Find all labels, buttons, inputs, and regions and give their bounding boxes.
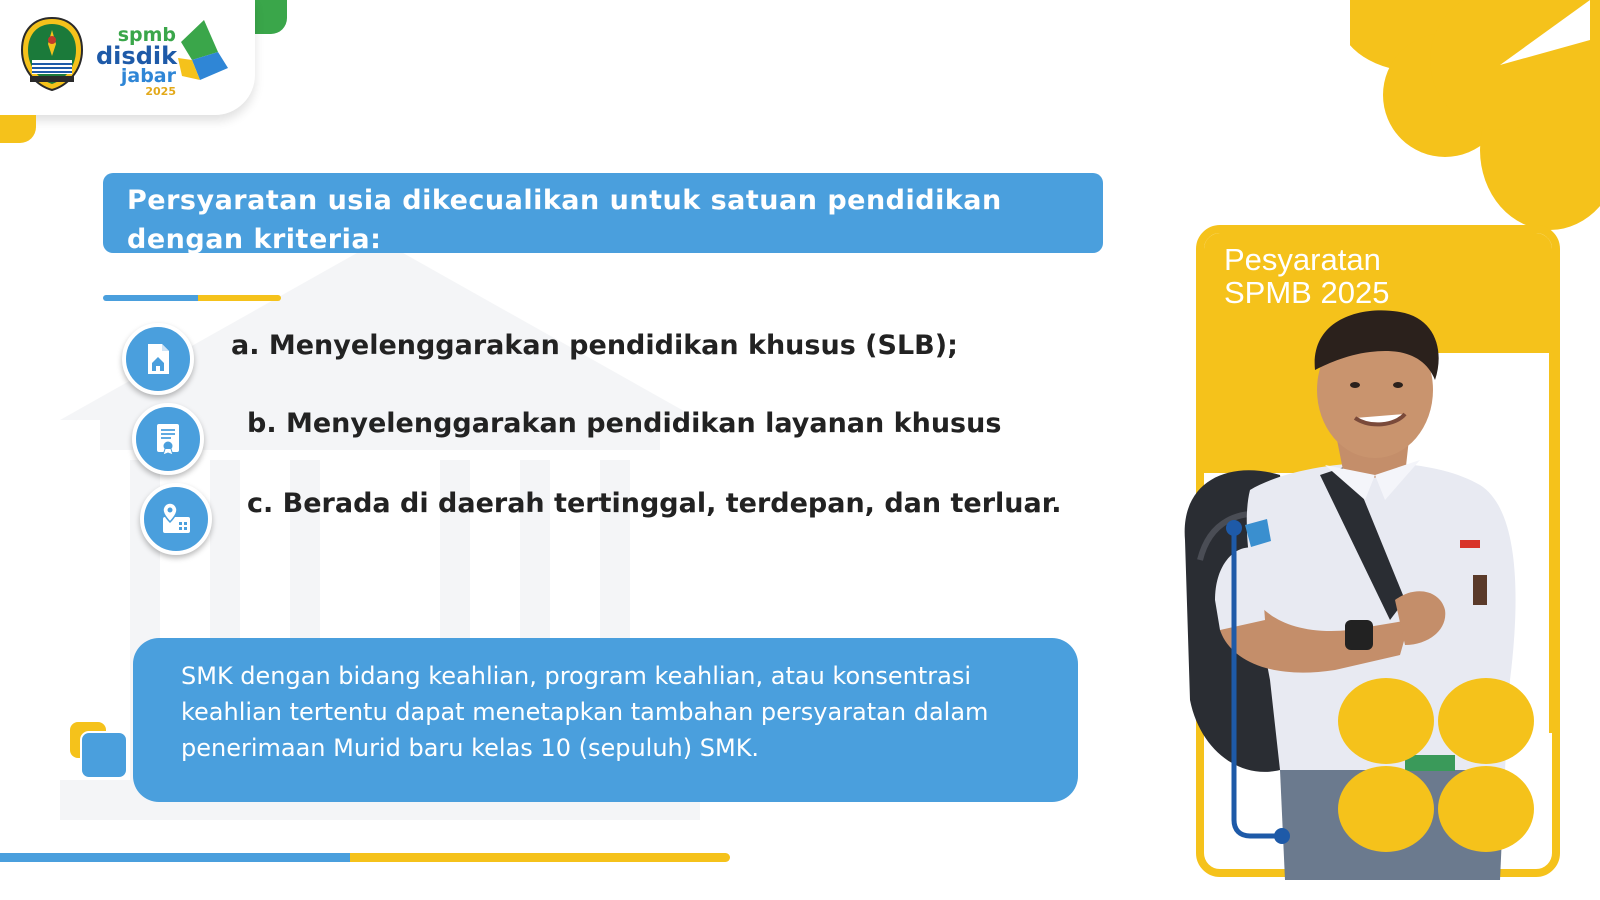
promo-title-line2: SPMB 2025 (1224, 275, 1390, 310)
criteria-item-c: c. Berada di daerah tertinggal, terdepan, dan terluar. (247, 488, 1062, 519)
note-deco-blue (80, 731, 128, 779)
logo-corner-green (255, 0, 287, 34)
west-java-seal-icon (20, 16, 84, 92)
criteria-item-b: b. Menyelenggarakan pendidikan layanan khusus (247, 408, 1002, 439)
yellow-dot (1438, 766, 1534, 852)
title-banner: Persyaratan usia dikecualikan untuk satuan pendidikan dengan kriteria: (103, 173, 1103, 253)
certificate-icon (132, 403, 204, 475)
yellow-dot (1438, 678, 1534, 764)
document-house-icon (122, 323, 194, 395)
bottom-bar-blue (0, 853, 350, 862)
bottom-bar-yellow (350, 853, 730, 862)
yellow-dot (1338, 766, 1434, 852)
yellow-flower-decoration (1350, 0, 1600, 230)
yellow-dots-decoration (1338, 678, 1538, 856)
brand-disdik: disdik (96, 42, 178, 70)
accent-bar-blue (103, 295, 198, 301)
criteria-item-a: a. Menyelenggarakan pendidikan khusus (SLB); (231, 330, 958, 361)
brand-year: 2025 (145, 85, 176, 98)
accent-bar-yellow (198, 295, 281, 301)
blue-connector-line (1222, 520, 1292, 850)
brand-spmb: spmb (117, 24, 176, 46)
yellow-dot (1338, 678, 1434, 764)
logo-corner-yellow (0, 115, 36, 143)
brand-jabar: jabar (120, 65, 176, 87)
note-box: SMK dengan bidang keahlian, program keahlian, atau konsentrasi keahlian tertentu dapat menetapkan tambahan persyaratan dalam penerimaan Murid baru kelas 10 (sepuluh) SMK. (133, 638, 1078, 802)
promo-title-line1: Pesyaratan (1224, 242, 1381, 277)
location-map-icon (140, 483, 212, 555)
